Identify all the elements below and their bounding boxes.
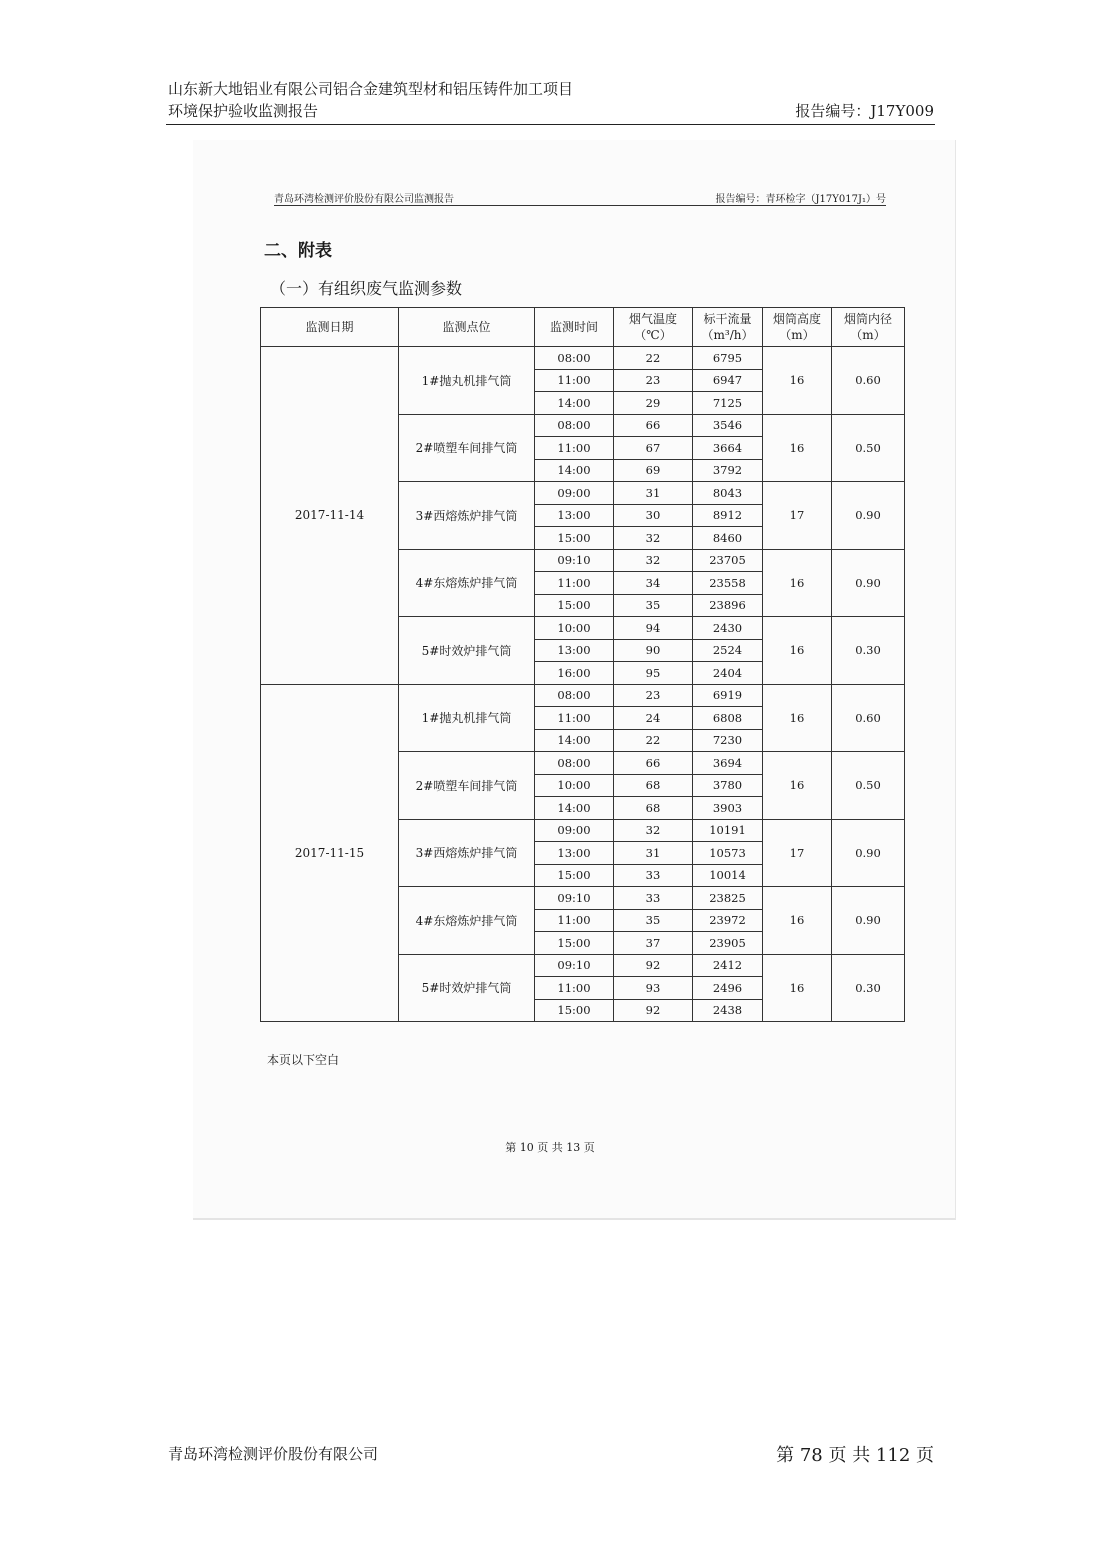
- time-cell: 14:00: [535, 459, 614, 482]
- time-cell: 09:00: [535, 819, 614, 842]
- temperature-cell: 66: [614, 752, 693, 775]
- temperature-cell: 33: [614, 887, 693, 910]
- temperature-cell: 32: [614, 527, 693, 550]
- flow-cell: 10191: [693, 819, 763, 842]
- stack-height-cell: 16: [763, 887, 832, 955]
- table-title: （一）有组织废气监测参数: [270, 279, 463, 298]
- stack-diameter-cell: 0.50: [832, 414, 905, 482]
- flow-cell: 2524: [693, 639, 763, 662]
- time-cell: 15:00: [535, 999, 614, 1022]
- point-cell: 2#喷塑车间排气筒: [399, 752, 535, 820]
- table-body: [261, 347, 905, 1022]
- stack-diameter-cell: 0.90: [832, 549, 905, 617]
- temperature-cell: 32: [614, 549, 693, 572]
- stack-height-cell: 16: [763, 549, 832, 617]
- flow-cell: 2412: [693, 954, 763, 977]
- time-cell: 08:00: [535, 347, 614, 370]
- time-cell: 11:00: [535, 572, 614, 595]
- temperature-cell: 94: [614, 617, 693, 640]
- temperature-cell: 23: [614, 684, 693, 707]
- blank-note: 本页以下空白: [267, 1053, 340, 1067]
- point-cell: 3#西熔炼炉排气筒: [399, 482, 535, 550]
- point-cell: 2#喷塑车间排气筒: [399, 414, 535, 482]
- flow-cell: 23558: [693, 572, 763, 595]
- time-cell: 14:00: [535, 392, 614, 415]
- point-cell: 5#时效炉排气筒: [399, 617, 535, 685]
- date-cell: 2017-11-15: [261, 684, 399, 1022]
- time-cell: 09:10: [535, 549, 614, 572]
- stack-height-cell: 16: [763, 684, 832, 752]
- time-cell: 11:00: [535, 369, 614, 392]
- point-cell: 4#东熔炼炉排气筒: [399, 549, 535, 617]
- flow-cell: 10014: [693, 864, 763, 887]
- inner-header-divider: [274, 205, 886, 206]
- temperature-cell: 90: [614, 639, 693, 662]
- stack-diameter-cell: 0.90: [832, 819, 905, 887]
- time-cell: 15:00: [535, 594, 614, 617]
- date-cell: 2017-11-14: [261, 347, 399, 685]
- point-cell: 1#抛丸机排气筒: [399, 347, 535, 415]
- flow-cell: 10573: [693, 842, 763, 865]
- header-stack-diameter: 烟筒内径 （m）: [832, 308, 905, 347]
- stack-height-cell: 16: [763, 752, 832, 820]
- point-cell: 1#抛丸机排气筒: [399, 684, 535, 752]
- flow-cell: 3664: [693, 437, 763, 460]
- time-cell: 14:00: [535, 729, 614, 752]
- temperature-cell: 37: [614, 932, 693, 955]
- footer-company: 青岛环湾检测评价股份有限公司: [168, 1445, 379, 1463]
- footer-page-number: 第 78 页 共 112 页: [776, 1445, 934, 1466]
- stack-diameter-cell: 0.90: [832, 482, 905, 550]
- point-cell: 4#东熔炼炉排气筒: [399, 887, 535, 955]
- flow-cell: 7125: [693, 392, 763, 415]
- time-cell: 11:00: [535, 707, 614, 730]
- temperature-cell: 67: [614, 437, 693, 460]
- time-cell: 09:00: [535, 482, 614, 505]
- inner-company: 青岛环湾检测评价股份有限公司监测报告: [274, 194, 454, 205]
- flow-cell: 2404: [693, 662, 763, 685]
- report-header: [168, 78, 934, 122]
- time-cell: 15:00: [535, 932, 614, 955]
- time-cell: 11:00: [535, 977, 614, 1000]
- stack-diameter-cell: 0.30: [832, 617, 905, 685]
- stack-diameter-cell: 0.50: [832, 752, 905, 820]
- time-cell: 16:00: [535, 662, 614, 685]
- stack-diameter-cell: 0.30: [832, 954, 905, 1022]
- stack-height-cell: 16: [763, 347, 832, 415]
- flow-cell: 3903: [693, 797, 763, 820]
- temperature-cell: 31: [614, 842, 693, 865]
- temperature-cell: 33: [614, 864, 693, 887]
- temperature-cell: 32: [614, 819, 693, 842]
- temperature-cell: 95: [614, 662, 693, 685]
- temperature-cell: 66: [614, 414, 693, 437]
- temperature-cell: 22: [614, 347, 693, 370]
- header-divider: [166, 124, 935, 125]
- flow-cell: 3694: [693, 752, 763, 775]
- header-time: 监测时间: [535, 308, 614, 347]
- time-cell: 14:00: [535, 797, 614, 820]
- stack-diameter-cell: 0.90: [832, 887, 905, 955]
- time-cell: 15:00: [535, 527, 614, 550]
- table-row: [261, 684, 905, 707]
- flow-cell: 23705: [693, 549, 763, 572]
- report-number: 报告编号：J17Y009: [795, 102, 934, 120]
- temperature-cell: 30: [614, 504, 693, 527]
- time-cell: 10:00: [535, 774, 614, 797]
- stack-diameter-cell: 0.60: [832, 347, 905, 415]
- temperature-cell: 69: [614, 459, 693, 482]
- flow-cell: 3792: [693, 459, 763, 482]
- project-title: 山东新大地铝业有限公司铝合金建筑型材和铝压铸件加工项目: [168, 80, 574, 98]
- flow-cell: 23825: [693, 887, 763, 910]
- time-cell: 11:00: [535, 437, 614, 460]
- table-row: [261, 347, 905, 370]
- stack-diameter-cell: 0.60: [832, 684, 905, 752]
- flow-cell: 6808: [693, 707, 763, 730]
- temperature-cell: 93: [614, 977, 693, 1000]
- flow-cell: 8912: [693, 504, 763, 527]
- temperature-cell: 34: [614, 572, 693, 595]
- temperature-cell: 92: [614, 999, 693, 1022]
- time-cell: 08:00: [535, 414, 614, 437]
- stack-height-cell: 16: [763, 414, 832, 482]
- header-flow: 标干流量 （m³/h）: [693, 308, 763, 347]
- flow-cell: 3546: [693, 414, 763, 437]
- flow-cell: 2438: [693, 999, 763, 1022]
- stack-height-cell: 16: [763, 954, 832, 1022]
- temperature-cell: 92: [614, 954, 693, 977]
- temperature-cell: 35: [614, 909, 693, 932]
- time-cell: 11:00: [535, 909, 614, 932]
- time-cell: 15:00: [535, 864, 614, 887]
- flow-cell: 6919: [693, 684, 763, 707]
- time-cell: 09:10: [535, 954, 614, 977]
- stack-height-cell: 17: [763, 819, 832, 887]
- flow-cell: 2430: [693, 617, 763, 640]
- flow-cell: 23905: [693, 932, 763, 955]
- report-subtitle: 环境保护验收监测报告: [168, 102, 319, 120]
- time-cell: 08:00: [535, 684, 614, 707]
- inner-report-header: [274, 190, 886, 205]
- table-header-row: [261, 308, 905, 347]
- temperature-cell: 68: [614, 774, 693, 797]
- monitoring-parameters-table: [260, 307, 905, 1022]
- inner-page-number: 第 10 页 共 13 页: [505, 1141, 595, 1154]
- flow-cell: 6795: [693, 347, 763, 370]
- stack-height-cell: 16: [763, 617, 832, 685]
- time-cell: 08:00: [535, 752, 614, 775]
- flow-cell: 3780: [693, 774, 763, 797]
- flow-cell: 23972: [693, 909, 763, 932]
- flow-cell: 8460: [693, 527, 763, 550]
- temperature-cell: 29: [614, 392, 693, 415]
- time-cell: 13:00: [535, 842, 614, 865]
- section-title: 二、附表: [264, 241, 332, 261]
- header-point: 监测点位: [399, 308, 535, 347]
- time-cell: 10:00: [535, 617, 614, 640]
- inner-report-number: 报告编号：青环检字（J17Y017J₁）号: [715, 194, 886, 205]
- flow-cell: 6947: [693, 369, 763, 392]
- temperature-cell: 35: [614, 594, 693, 617]
- time-cell: 13:00: [535, 504, 614, 527]
- flow-cell: 2496: [693, 977, 763, 1000]
- temperature-cell: 24: [614, 707, 693, 730]
- flow-cell: 23896: [693, 594, 763, 617]
- time-cell: 09:10: [535, 887, 614, 910]
- point-cell: 5#时效炉排气筒: [399, 954, 535, 1022]
- flow-cell: 7230: [693, 729, 763, 752]
- time-cell: 13:00: [535, 639, 614, 662]
- temperature-cell: 23: [614, 369, 693, 392]
- header-temperature: 烟气温度 （℃）: [614, 308, 693, 347]
- point-cell: 3#西熔炼炉排气筒: [399, 819, 535, 887]
- header-date: 监测日期: [261, 308, 399, 347]
- flow-cell: 8043: [693, 482, 763, 505]
- header-stack-height: 烟筒高度 （m）: [763, 308, 832, 347]
- temperature-cell: 22: [614, 729, 693, 752]
- temperature-cell: 68: [614, 797, 693, 820]
- stack-height-cell: 17: [763, 482, 832, 550]
- temperature-cell: 31: [614, 482, 693, 505]
